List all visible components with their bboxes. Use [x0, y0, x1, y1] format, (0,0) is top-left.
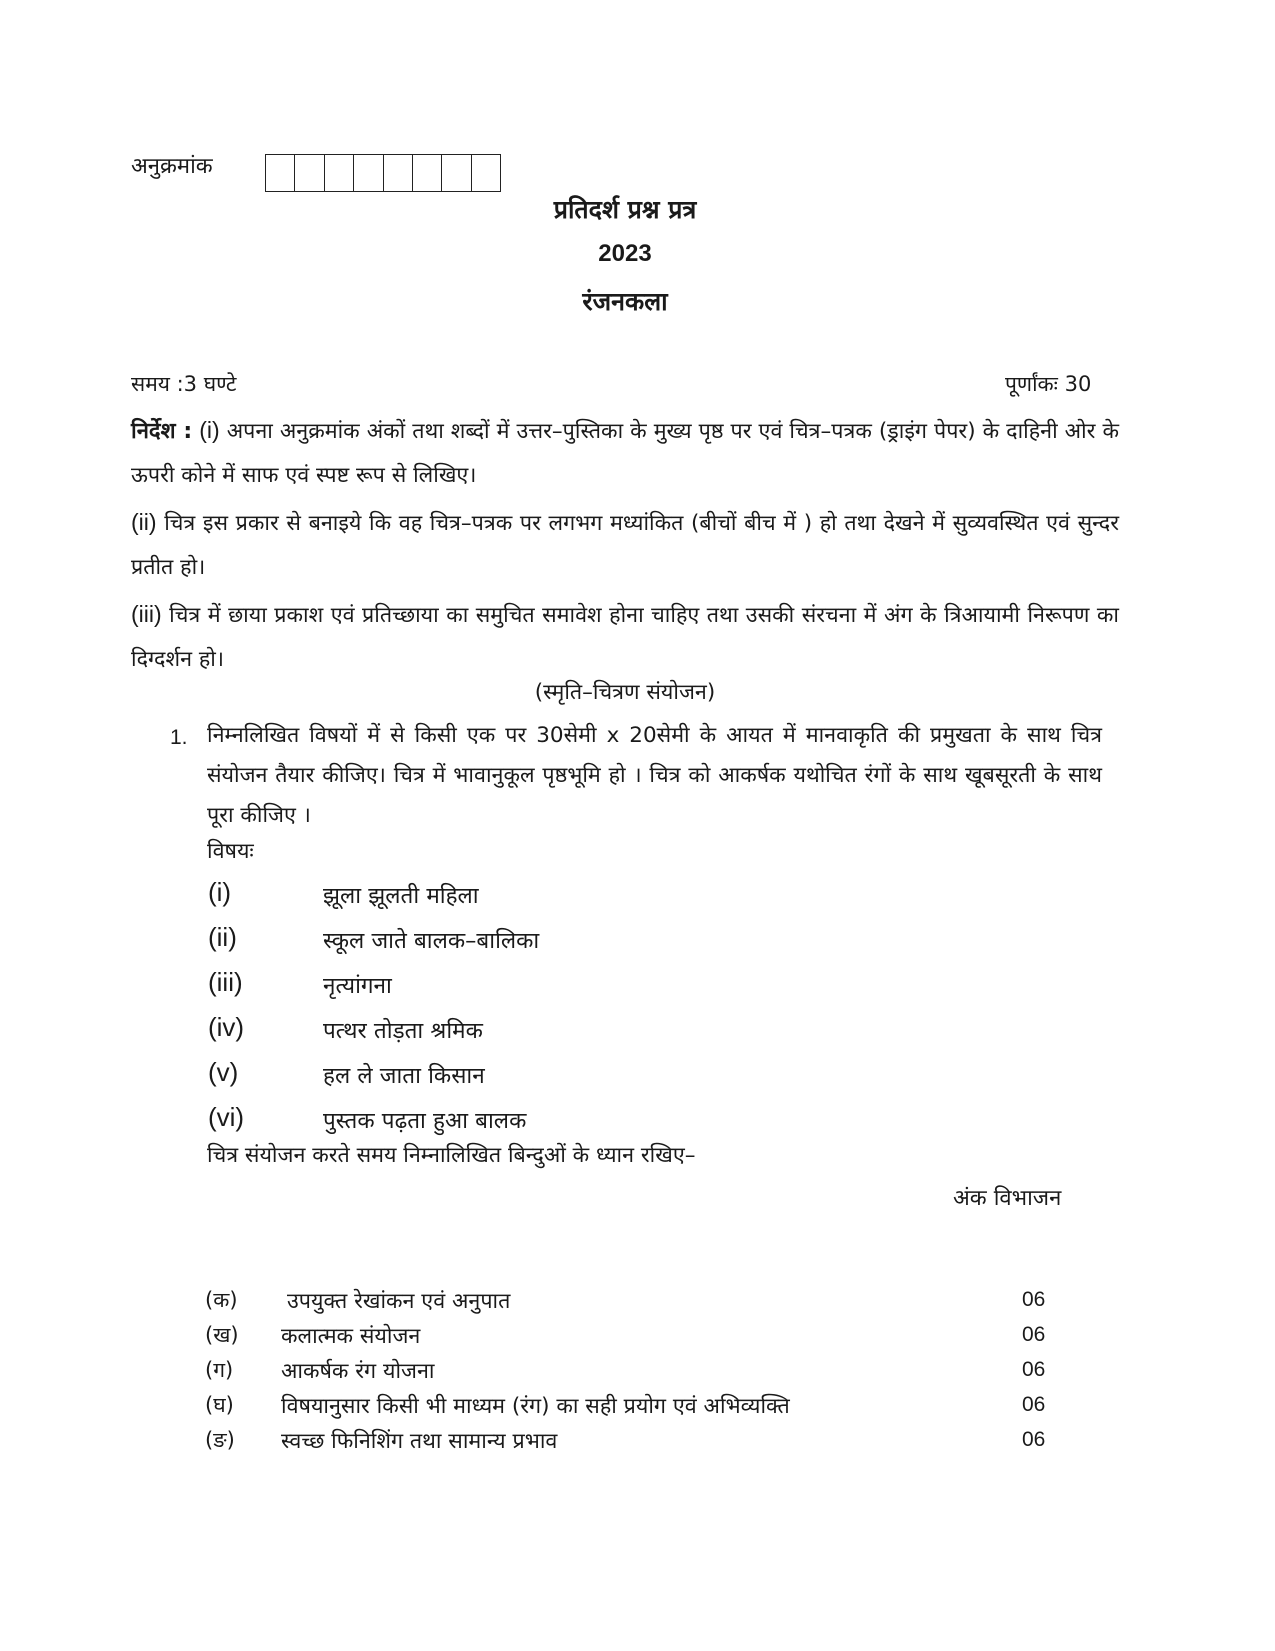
instructions-label: निर्देश :: [131, 419, 193, 444]
criteria-marks: 06: [1022, 1288, 1046, 1311]
time-allowed: समय :3 घण्टे: [131, 372, 237, 396]
topic-number: (vi): [208, 1102, 245, 1132]
paper-title: प्रतिदर्श प्रश्न प्रत्र: [553, 195, 697, 224]
criteria-row: [205, 1391, 1065, 1426]
topic-number: (i): [208, 877, 232, 907]
topic-text: पत्थर तोड़ता श्रमिक: [323, 1018, 483, 1044]
criteria-text: उपयुक्त रेखांकन एवं अनुपात: [287, 1289, 511, 1314]
criteria-key: (क): [205, 1288, 238, 1312]
criteria-row: [205, 1321, 1065, 1356]
criteria-row: [205, 1426, 1065, 1461]
instruction-text: अपना अनुक्रमांक अंकों तथा शब्दों में उत्तर–पुस्तिका के मुख्य पृष्ठ पर एवं चित्र–पत्रक (ड्राइंग पेपर) के दाहिनी ओर के ऊपरी कोने में साफ एवं स्पष्ट रूप से लिखिए।: [131, 419, 1119, 488]
instruction-number: (iii): [131, 601, 162, 627]
marking-note: चित्र संयोजन करते समय निम्नालिखित बिन्दुओं के ध्यान रखिए–: [207, 1143, 696, 1168]
instruction-number: (ii): [131, 509, 157, 535]
max-marks: पूर्णांकः 30: [1005, 372, 1092, 396]
criteria-list: [205, 1286, 1065, 1461]
subjects-label: विषयः: [207, 839, 254, 864]
topic-text: झूला झूलती महिला: [323, 883, 479, 909]
criteria-marks: 06: [1022, 1323, 1046, 1346]
roll-number-box: [413, 155, 442, 191]
instruction-i: [131, 408, 1119, 498]
topic-text: पुस्तक पढ़ता हुआ बालक: [323, 1108, 527, 1134]
instruction-iii: [131, 592, 1119, 682]
marks-distribution-heading: अंक विभाजन: [953, 1186, 1062, 1211]
criteria-row: [205, 1356, 1065, 1391]
paper-subject: रंजनकला: [582, 287, 668, 316]
topic-number: (iii): [208, 967, 243, 997]
roll-number-box: [325, 155, 354, 191]
topic-number: (iv): [208, 1012, 245, 1042]
criteria-key: (घ): [205, 1393, 234, 1417]
roll-number-boxes: [265, 154, 501, 192]
section-title: (स्मृति–चित्रण संयोजन): [534, 680, 716, 705]
criteria-key: (ख): [205, 1323, 239, 1347]
roll-number-box: [442, 155, 471, 191]
topic-number: (v): [208, 1057, 239, 1087]
instruction-ii: [131, 500, 1119, 590]
roll-number-box: [295, 155, 324, 191]
criteria-marks: 06: [1022, 1393, 1046, 1416]
roll-number-box: [472, 155, 500, 191]
criteria-text: आकर्षक रंग योजना: [281, 1359, 435, 1384]
criteria-text: स्वच्छ फिनिशिंग तथा सामान्य प्रभाव: [281, 1429, 558, 1454]
topic-text: हल ले जाता किसान: [323, 1063, 485, 1089]
instruction-number: (i): [199, 417, 220, 443]
roll-number-box: [384, 155, 413, 191]
topic-text: स्कूल जाते बालक–बालिका: [323, 928, 540, 954]
paper-year: 2023: [598, 240, 652, 267]
topic-text: नृत्यांगना: [323, 973, 392, 999]
criteria-marks: 06: [1022, 1428, 1046, 1451]
question-text: निम्नलिखित विषयों में से किसी एक पर 30सेमी x 20सेमी के आयत में मानवाकृति की प्रमुखता के साथ चित्र संयोजन तैयार कीजिए। चित्र में भावानुकूल पृष्ठभूमि हो । चित्र को आकर्षक यथोचित रंगों के साथ खूबसूरती के साथ पूरा कीजिए ।: [207, 723, 1102, 828]
roll-number-label: अनुक्रमांक: [131, 154, 213, 179]
roll-number-box: [266, 155, 295, 191]
instruction-text: चित्र इस प्रकार से बनाइये कि वह चित्र–पत्रक पर लगभग मध्यांकित (बीचों बीच में ) हो तथा देखने में सुव्यवस्थित एवं सुन्दर प्रतीत हो।: [131, 511, 1120, 580]
criteria-key: (ग): [205, 1358, 234, 1382]
question-number: 1.: [170, 726, 188, 749]
criteria-marks: 06: [1022, 1358, 1046, 1381]
criteria-row: [205, 1286, 1065, 1321]
roll-number-box: [354, 155, 383, 191]
criteria-text: विषयानुसार किसी भी माध्यम (रंग) का सही प्रयोग एवं अभिव्यक्ति: [281, 1394, 790, 1419]
criteria-key: (ङ): [205, 1428, 235, 1452]
criteria-text: कलात्मक संयोजन: [281, 1324, 421, 1349]
topic-number: (ii): [208, 922, 237, 952]
instruction-text: चित्र में छाया प्रकाश एवं प्रतिच्छाया का समुचित समावेश होना चाहिए तथा उसकी संरचना में अंग के त्रिआयामी निरूपण का दिग्दर्शन हो।: [131, 603, 1119, 672]
